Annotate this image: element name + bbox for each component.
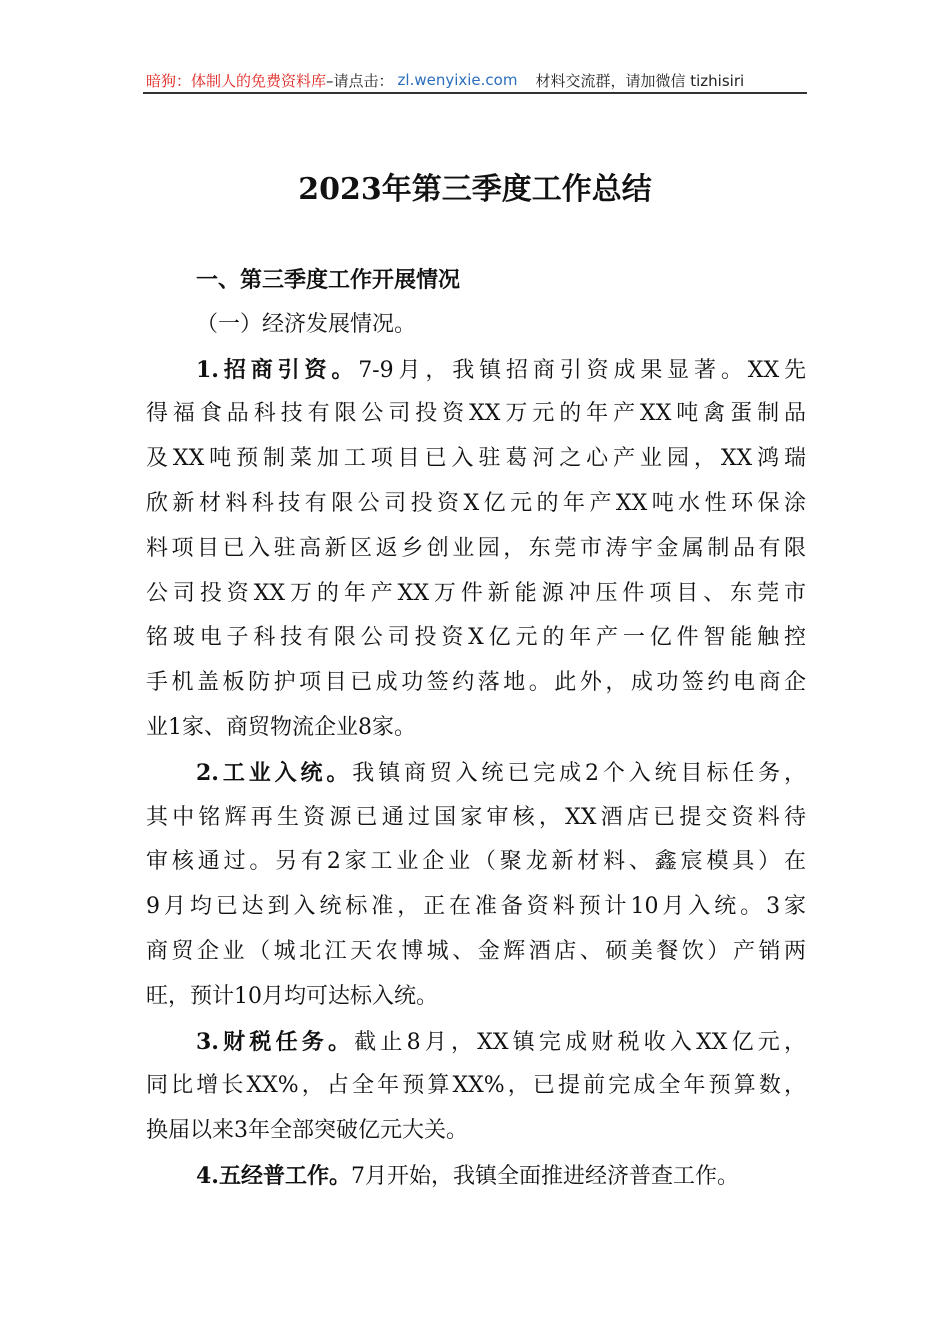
- document-title: 2023年第三季度工作总结: [298, 172, 652, 207]
- paragraph: [146, 348, 806, 751]
- page-header-promo: [146, 68, 806, 92]
- subsection-heading: （一）经济发展情况。: [196, 311, 417, 337]
- paragraph-line: 换届以来3年全部突破亿元大关。: [146, 1118, 468, 1144]
- paragraph-lead: 1.招商引资。: [196, 356, 359, 383]
- paragraph: [146, 751, 806, 1020]
- paragraph-line: [146, 1154, 806, 1199]
- promo-click-label: –请点击：: [326, 71, 394, 90]
- section-heading: 一、第三季度工作开展情况: [196, 267, 461, 293]
- promo-site-name: 暗狗：体制人的免费资料库: [146, 71, 327, 90]
- paragraph-line: 9月均已达到入统标准，正在准备资料预计10月入统。3家: [146, 894, 806, 920]
- paragraph-line: [146, 1020, 806, 1065]
- document-body: [146, 258, 806, 1199]
- paragraph-line: 欣新材料科技有限公司投资X亿元的年产XX吨水性环保涂: [146, 490, 806, 516]
- paragraph-line: 手机盖板防护项目已成功签约落地。此外，成功签约电商企: [146, 670, 806, 696]
- paragraph: [146, 1020, 806, 1154]
- paragraph-text: 我镇商贸入统已完成2个入统目标任务，: [352, 760, 807, 786]
- paragraph-line: 料项目已入驻高新区返乡创业园，东莞市涛宇金属制品有限: [146, 535, 806, 561]
- promo-wechat-text: 材料交流群，请加微信 tizhisiri: [535, 71, 745, 90]
- paragraph-line: 铭玻电子科技有限公司投资X亿元的年产一亿件智能触控: [146, 625, 806, 651]
- paragraph-line: 公司投资XX万的年产XX万件新能源冲压件项目、东莞市: [146, 580, 806, 606]
- paragraph-line: 旺，预计10月均可达标入统。: [146, 983, 438, 1009]
- paragraph-lead: 4.五经普工作。: [196, 1162, 351, 1189]
- paragraph-line: 及XX吨预制菜加工项目已入驻葛河之心产业园，XX鸿瑞: [146, 446, 806, 472]
- paragraph: [146, 1154, 806, 1199]
- paragraph-lead: 2.工业入统。: [196, 759, 353, 786]
- paragraph-text: 7-9月，我镇招商引资成果显著。XX先: [358, 357, 806, 383]
- paragraph-line: 审核通过。另有2家工业企业（聚龙新材料、鑫宸模具）在: [146, 849, 806, 875]
- paragraph-line: 其中铭辉再生资源已通过国家审核，XX酒店已提交资料待: [146, 804, 806, 830]
- paragraph-text: 截止8月，XX镇完成财税收入XX亿元，: [354, 1029, 807, 1055]
- paragraph-line: 同比增长XX%，占全年预算XX%，已提前完成全年预算数，: [146, 1073, 806, 1099]
- promo-url-link[interactable]: zl.wenyixie.com: [397, 71, 518, 89]
- paragraph-line: [146, 348, 806, 393]
- header-divider: [143, 92, 807, 94]
- paragraph-line: [146, 751, 806, 796]
- paragraph-text: 7月开始，我镇全面推进经济普查工作。: [350, 1163, 739, 1189]
- paragraph-line: 业1家、商贸物流企业8家。: [146, 714, 416, 740]
- paragraph-lead: 3.财税任务。: [196, 1028, 355, 1055]
- paragraph-line: 商贸企业（城北江天农博城、金辉酒店、硕美餐饮）产销两: [146, 938, 806, 964]
- paragraph-line: 得福食品科技有限公司投资XX万元的年产XX吨禽蛋制品: [146, 401, 806, 427]
